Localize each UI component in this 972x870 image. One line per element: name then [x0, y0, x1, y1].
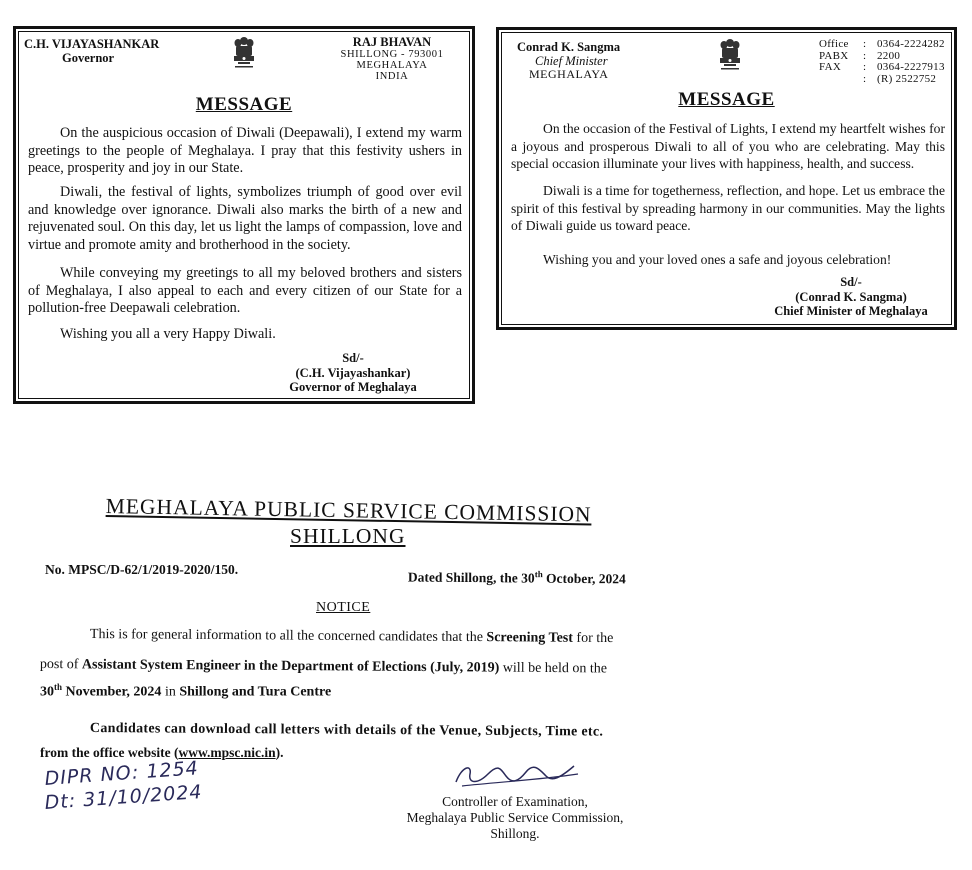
cm-message-box [496, 27, 957, 330]
notice-line-2: post of Assistant System Engineer in the Department of Elections (July, 2019) will be held on the [39, 657, 608, 677]
notice-org-name: MEGHALAYA PUBLIC SERVICE COMMISSION [105, 494, 592, 527]
notice-date: Dated Shillong, the 30th October, 2024 [407, 569, 626, 587]
notice-line-3: 30th November, 2024 in Shillong and Tura Centre [40, 682, 332, 700]
governor-designation: Governor [62, 51, 115, 65]
governor-paragraph-3: While conveying my greetings to all my beloved brothers and sisters of Meghalaya, I also appeal to each and every citizen of our State for a pollution-free Deepawali celebration. [28, 265, 462, 316]
cm-designation: Chief Minister [535, 54, 608, 68]
website-link[interactable]: www.mpsc.nic.in [178, 745, 276, 760]
cm-name: Conrad K. Sangma [517, 40, 621, 54]
governor-message-box [13, 26, 475, 404]
cm-paragraph-3: Wishing you and your loved ones a safe and joyous celebration! [543, 252, 892, 267]
cm-sig-name: (Conrad K. Sangma) [795, 289, 907, 304]
signature-scribble-icon [448, 760, 584, 790]
notice-title: NOTICE [316, 600, 371, 615]
cm-paragraph-1: On the occasion of the Festival of Lights, I extend my heartfelt wishes for a joyous and prosperous Diwali to all of you who are celebrating. May this special occasion illuminate your lives with happiness, health, and success. [511, 121, 945, 171]
notice-line-1: This is for general information to all the concerned candidates that the Screening Test for the [89, 627, 614, 647]
national-emblem-icon [229, 34, 259, 72]
notice-signatory [380, 794, 650, 842]
address-line-2: SHILLONG - 793001 [340, 49, 444, 60]
notice-line-5: from the office website (www.mpsc.nic.in). [40, 745, 284, 760]
governor-sig-title: Governor of Meghalaya [289, 380, 417, 394]
signatory-line-1: Controller of Examination, [442, 794, 588, 809]
signatory-line-2: Meghalaya Public Service Commission, [406, 810, 624, 825]
cm-signature [761, 275, 941, 319]
cm-contact-block [819, 39, 945, 85]
cm-sig-title: Chief Minister of Meghalaya [774, 304, 928, 318]
handwritten-dipr-no: DIPR NO: 1254 [44, 757, 200, 790]
notice-city: SHILLONG [290, 524, 406, 548]
address-line-3: MEGHALAYA [356, 60, 428, 71]
governor-paragraph-1: On the auspicious occasion of Diwali (Deepawali), I extend my warm greetings to the people of Meghalaya. I pray that this festivity ushers in peace, prosperity and joy in our State. [28, 125, 462, 176]
address-line-1: RAJ BHAVAN [352, 35, 432, 49]
cm-sd: Sd/- [840, 275, 862, 289]
national-emblem-icon [715, 36, 745, 74]
cm-paragraph-2: Diwali is a time for togetherness, reflection, and hope. Let us embrace the spirit of this festival by spreading harmony in our communities. May the lights of Diwali guide us toward peace. [511, 183, 946, 233]
contact-row: PABX : 2200 [819, 49, 901, 62]
governor-paragraph-2: Diwali, the festival of lights, symbolizes triumph of good over evil and knowledge over ignorance. Diwali also marks the birth of a new and rejuvenated soul. On this day, let us light the lamps of compassion, love and virtue and promote amity and brotherhood in the society. [28, 184, 462, 253]
cm-message-title: MESSAGE [678, 89, 775, 110]
governor-name: C.H. VIJAYASHANKAR [24, 37, 160, 51]
governor-sd: Sd/- [342, 351, 364, 365]
contact-row: : (R) 2522752 [863, 72, 937, 85]
notice-ref-no: No. MPSC/D-62/1/2019-2020/150. [45, 562, 239, 577]
raj-bhavan-address [336, 36, 448, 82]
notice-line-4: Candidates can download call letters with details of the Venue, Subjects, Time etc. [89, 721, 604, 740]
contact-row: Office : 0364-2224282 [819, 38, 945, 50]
governor-message-title: MESSAGE [195, 94, 293, 115]
cm-state: MEGHALAYA [529, 67, 609, 81]
contact-row: FAX : 0364-2227913 [819, 61, 945, 74]
governor-paragraph-4: Wishing you all a very Happy Diwali. [60, 326, 276, 342]
governor-sig-name: (C.H. Vijayashankar) [295, 365, 411, 380]
handwritten-date: Dt: 31/10/2024 [44, 780, 204, 814]
address-line-4: INDIA [375, 71, 409, 82]
signatory-line-3: Shillong. [490, 826, 540, 841]
governor-signature [278, 351, 428, 395]
